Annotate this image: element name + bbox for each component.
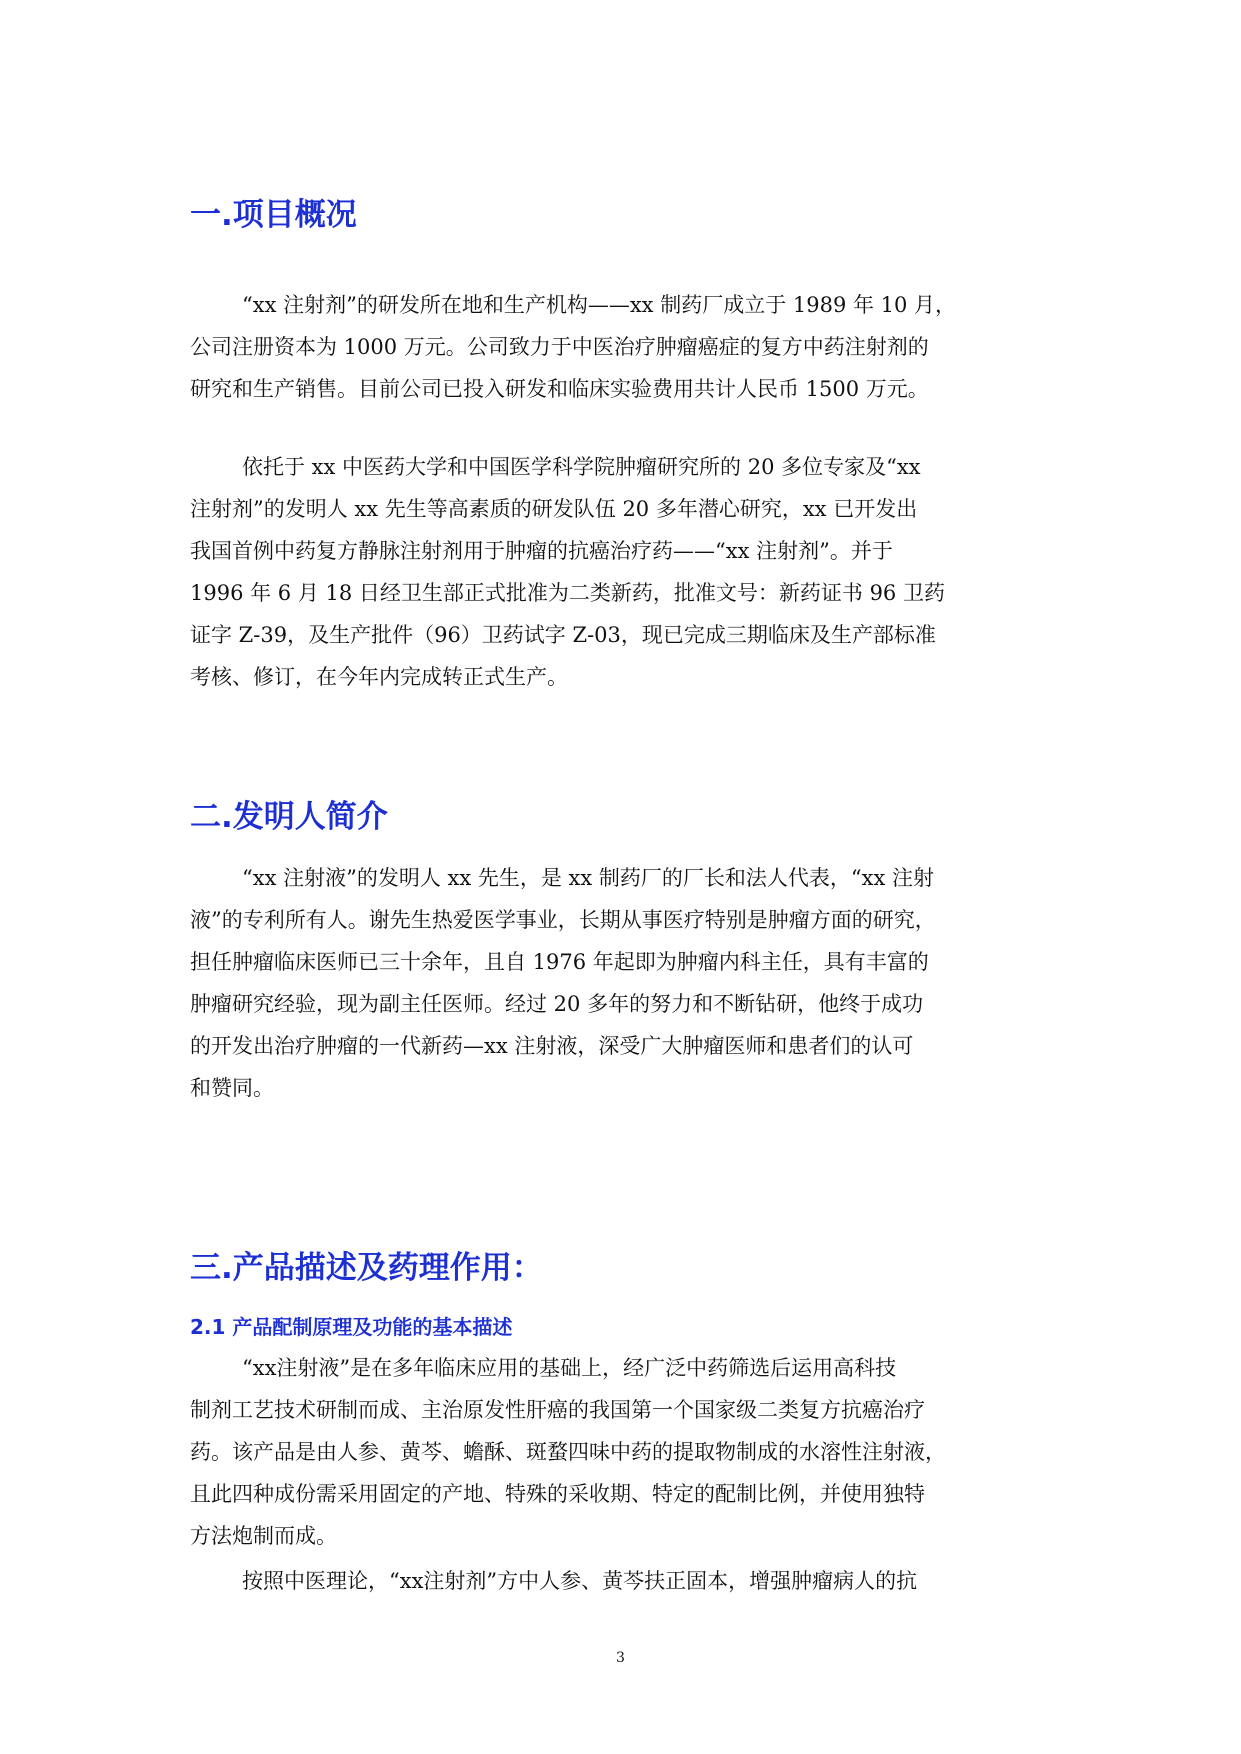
paragraph-company-intro — [190, 284, 1056, 410]
subsection-heading-formulation: 2.1 产品配制原理及功能的基本描述 — [190, 1315, 513, 1339]
text-line: 1996 年 6 月 18 日经卫生部正式批准为二类新药，批准文号：新药证书 96 卫药 — [190, 581, 945, 605]
text-line: 液”的专利所有人。谢先生热爱医学事业，长期从事医疗特别是肿瘤方面的研究， — [190, 908, 936, 932]
text-line: 制剂工艺技术研制而成、主治原发性肝癌的我国第一个国家级二类复方抗癌治疗 — [190, 1398, 925, 1422]
text-line: 方法炮制而成。 — [190, 1524, 337, 1548]
section-heading-inventor: 二.发明人简介 — [190, 799, 388, 835]
paragraph-product-formulation — [190, 1347, 1056, 1557]
section-heading-product-description: 三.产品描述及药理作用： — [190, 1250, 543, 1286]
text-line: “xx 注射液”的发明人 xx 先生，是 xx 制药厂的厂长和法人代表，“xx 注射 — [242, 866, 935, 890]
paragraph-tcm-theory — [190, 1560, 1056, 1602]
text-line: 且此四种成份需采用固定的产地、特殊的采收期、特定的配制比例，并使用独特 — [190, 1482, 925, 1506]
paragraph-research-team — [190, 446, 1056, 698]
text-line: 注射剂”的发明人 xx 先生等高素质的研发队伍 20 多年潜心研究，xx 已开发出 — [190, 497, 918, 521]
text-line: 按照中医理论，“xx注射剂”方中人参、黄芩扶正固本，增强肿瘤病人的抗 — [242, 1569, 918, 1593]
text-line: 依托于 xx 中医药大学和中国医学科学院肿瘤研究所的 20 多位专家及“xx — [242, 455, 921, 479]
text-line: “xx 注射剂”的研发所在地和生产机构——xx 制药厂成立于 1989 年 10 月， — [242, 293, 957, 317]
page-number: 3 — [616, 1650, 625, 1666]
text-line: 肿瘤研究经验，现为副主任医师。经过 20 多年的努力和不断钻研，他终于成功 — [190, 992, 924, 1016]
text-line: 证字 Z-39，及生产批件（96）卫药试字 Z-03，现已完成三期临床及生产部标准 — [190, 623, 936, 647]
text-line: 药。该产品是由人参、黄芩、蟾酥、斑蝥四味中药的提取物制成的水溶性注射液， — [190, 1440, 946, 1464]
section-heading-project-overview: 一.项目概况 — [190, 197, 357, 233]
text-line: “xx注射液”是在多年临床应用的基础上，经广泛中药筛选后运用高科技 — [242, 1356, 897, 1380]
text-line: 考核、修订，在今年内完成转正式生产。 — [190, 665, 568, 689]
text-line: 公司注册资本为 1000 万元。公司致力于中医治疗肿瘤癌症的复方中药注射剂的 — [190, 335, 929, 359]
text-line: 我国首例中药复方静脉注射剂用于肿瘤的抗癌治疗药——“xx 注射剂”。并于 — [190, 539, 893, 563]
paragraph-inventor-bio — [190, 857, 1056, 1109]
text-line: 的开发出治疗肿瘤的一代新药—xx 注射液，深受广大肿瘤医师和患者们的认可 — [190, 1034, 914, 1058]
text-line: 和赞同。 — [190, 1076, 274, 1100]
text-line: 担任肿瘤临床医师已三十余年，且自 1976 年起即为肿瘤内科主任，具有丰富的 — [190, 950, 929, 974]
text-line: 研究和生产销售。目前公司已投入研发和临床实验费用共计人民币 1500 万元。 — [190, 377, 929, 401]
